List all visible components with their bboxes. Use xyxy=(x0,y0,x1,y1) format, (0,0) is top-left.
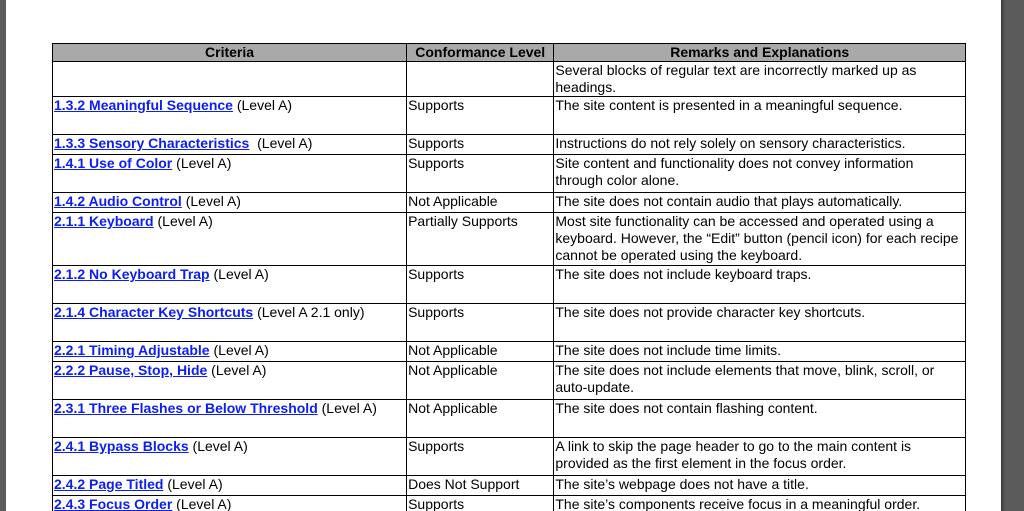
criterion-name: Focus Order xyxy=(89,496,173,511)
criterion-link[interactable] xyxy=(54,400,318,416)
conformance-cell: Supports xyxy=(407,304,554,342)
criterion-level: (Level A) xyxy=(209,266,269,282)
criterion-level: (Level A) xyxy=(188,438,248,454)
criterion-name: Page Titled xyxy=(89,476,164,492)
remarks-cell: A link to skip the page header to go to the main content is provided as the first element in the focus order. xyxy=(554,438,966,476)
criterion-id: 2.1.1 xyxy=(54,213,86,229)
criteria-cell xyxy=(53,476,407,496)
criterion-link[interactable] xyxy=(54,213,154,229)
remarks-cell: The site’s webpage does not have a title. xyxy=(554,476,966,496)
conformance-cell xyxy=(407,62,554,97)
criterion-name: Meaningful Sequence xyxy=(89,97,233,113)
criterion-level: (Level A) xyxy=(153,213,213,229)
table-row xyxy=(53,135,966,155)
conformance-table xyxy=(52,43,966,511)
table-row xyxy=(53,496,966,511)
criterion-link[interactable] xyxy=(54,155,172,171)
criterion-name: Timing Adjustable xyxy=(89,342,210,358)
table-row xyxy=(53,362,966,400)
remarks-cell: The site does not include elements that move, blink, scroll, or auto-update. xyxy=(554,362,966,400)
criterion-level: (Level A) xyxy=(317,400,377,416)
criterion-id: 2.1.4 xyxy=(54,304,86,320)
header-criteria: Criteria xyxy=(53,44,407,62)
criterion-id: 1.3.3 xyxy=(54,135,86,151)
header-conformance-level: Conformance Level xyxy=(407,44,554,62)
table-body xyxy=(53,62,966,511)
criterion-id: 2.2.2 xyxy=(54,362,86,378)
conformance-cell: Supports xyxy=(407,155,554,193)
criteria-cell xyxy=(53,97,407,135)
criteria-cell xyxy=(53,213,407,266)
criteria-cell xyxy=(53,62,407,97)
criterion-id: 2.4.2 xyxy=(54,476,86,492)
conformance-cell: Supports xyxy=(407,97,554,135)
criterion-name: Keyboard xyxy=(89,213,154,229)
criterion-level: (Level A) xyxy=(232,97,293,113)
criterion-id: 1.3.2 xyxy=(54,97,86,113)
criterion-level: (Level A 2.1 only) xyxy=(253,304,365,320)
criterion-name: Audio Control xyxy=(88,193,182,209)
criterion-id: 2.4.1 xyxy=(54,438,86,454)
conformance-cell: Not Applicable xyxy=(407,342,554,362)
criterion-link[interactable] xyxy=(54,97,233,113)
criterion-id: 2.1.2 xyxy=(54,266,86,282)
remarks-cell: Several blocks of regular text are incorrectly marked up as headings. xyxy=(554,62,966,97)
table-row xyxy=(53,400,966,438)
table-row xyxy=(53,97,966,135)
criterion-level: (Level A) xyxy=(172,155,232,171)
remarks-cell: The site does not provide character key shortcuts. xyxy=(554,304,966,342)
criterion-link[interactable] xyxy=(54,476,163,492)
criterion-link[interactable] xyxy=(54,496,172,511)
conformance-cell: Supports xyxy=(407,135,554,155)
criteria-cell xyxy=(53,438,407,476)
conformance-cell: Not Applicable xyxy=(407,362,554,400)
criterion-level: (Level A) xyxy=(181,193,241,209)
remarks-cell: The site content is presented in a meaningful sequence. xyxy=(554,97,966,135)
criteria-cell xyxy=(53,400,407,438)
table-row xyxy=(53,476,966,496)
criteria-cell xyxy=(53,362,407,400)
criterion-link[interactable] xyxy=(54,304,253,320)
remarks-cell: Most site functionality can be accessed and operated using a keyboard. However, the “Edit” button (pencil icon) for each recipe cannot be operated using the keyboard. xyxy=(554,213,966,266)
remarks-cell: The site’s components receive focus in a meaningful order. xyxy=(554,496,966,511)
criteria-cell xyxy=(53,135,407,155)
conformance-cell: Supports xyxy=(407,496,554,511)
table-row xyxy=(53,62,966,97)
table-row xyxy=(53,304,966,342)
remarks-cell: Instructions do not rely solely on sensory characteristics. xyxy=(554,135,966,155)
criterion-id: 2.2.1 xyxy=(54,342,86,358)
table-row xyxy=(53,438,966,476)
criterion-level: (Level A) xyxy=(207,362,267,378)
page-edge-shadow xyxy=(1001,0,1005,511)
conformance-cell: Supports xyxy=(407,438,554,476)
conformance-cell: Does Not Support xyxy=(407,476,554,496)
table-row xyxy=(53,342,966,362)
table-header-row xyxy=(53,44,966,62)
conformance-cell: Partially Supports xyxy=(407,213,554,266)
remarks-cell: Site content and functionality does not convey information through color alone. xyxy=(554,155,966,193)
criterion-name: Pause, Stop, Hide xyxy=(89,362,208,378)
criterion-level: (Level A) xyxy=(249,135,313,151)
criterion-name: Use of Color xyxy=(89,155,173,171)
criteria-cell xyxy=(53,342,407,362)
remarks-cell: The site does not include time limits. xyxy=(554,342,966,362)
criterion-id: 1.4.2 xyxy=(54,193,86,209)
criterion-id: 2.4.3 xyxy=(54,496,86,511)
table-row xyxy=(53,193,966,213)
criterion-level: (Level A) xyxy=(209,342,269,358)
table-row xyxy=(53,155,966,193)
conformance-cell: Not Applicable xyxy=(407,400,554,438)
criterion-name: Character Key Shortcuts xyxy=(89,304,254,320)
criterion-id: 2.3.1 xyxy=(54,400,86,416)
criterion-name: Three Flashes or Below Threshold xyxy=(89,400,318,416)
criteria-cell xyxy=(53,193,407,213)
criteria-cell xyxy=(53,496,407,511)
remarks-cell: The site does not include keyboard traps. xyxy=(554,266,966,304)
criteria-cell xyxy=(53,266,407,304)
document-page xyxy=(6,0,1001,511)
criterion-id: 1.4.1 xyxy=(54,155,86,171)
criterion-level: (Level A) xyxy=(172,496,232,511)
criterion-level: (Level A) xyxy=(163,476,223,492)
conformance-cell: Not Applicable xyxy=(407,193,554,213)
criterion-link[interactable] xyxy=(54,193,182,209)
criterion-link[interactable] xyxy=(54,135,249,151)
criterion-name: Sensory Characteristics xyxy=(89,135,250,151)
criterion-link[interactable] xyxy=(54,266,210,282)
table-row xyxy=(53,213,966,266)
conformance-cell: Supports xyxy=(407,266,554,304)
criterion-link[interactable] xyxy=(54,342,210,358)
criterion-name: No Keyboard Trap xyxy=(89,266,210,282)
criterion-name: Bypass Blocks xyxy=(89,438,189,454)
table-row xyxy=(53,266,966,304)
criterion-link[interactable] xyxy=(54,362,207,378)
remarks-cell: The site does not contain audio that plays automatically. xyxy=(554,193,966,213)
criteria-cell xyxy=(53,155,407,193)
criteria-cell xyxy=(53,304,407,342)
header-remarks: Remarks and Explanations xyxy=(554,44,966,62)
criterion-link[interactable] xyxy=(54,438,189,454)
remarks-cell: The site does not contain flashing content. xyxy=(554,400,966,438)
